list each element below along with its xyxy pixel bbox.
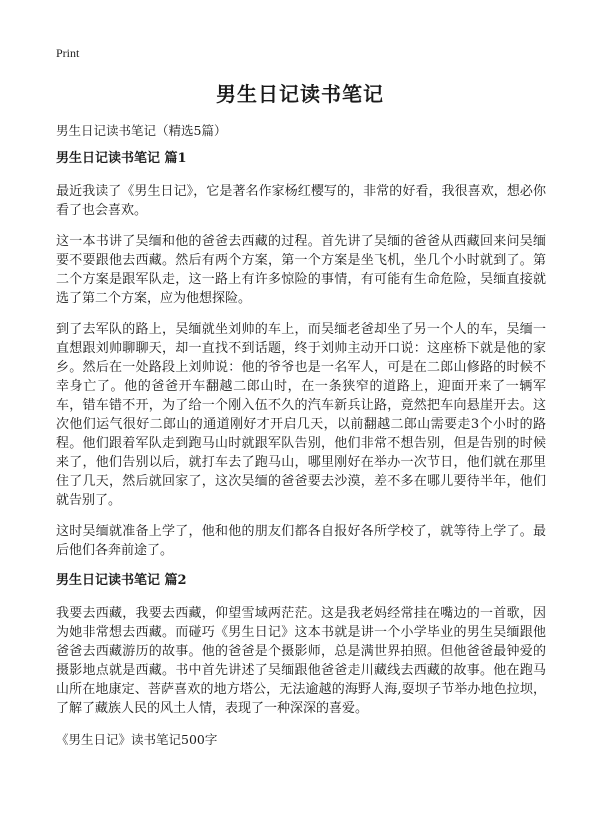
paragraph: 最近我读了《男生日记》，它是著名作家杨红樱写的，非常的好看，我很喜欢，想必你看了也会喜欢。	[56, 184, 546, 218]
section-2	[56, 572, 546, 718]
document-subtitle: 男生日记读书笔记（精选5篇）	[56, 123, 227, 138]
paragraph: 我要去西藏，我要去西藏，仰望雪域两茫茫。这是我老妈经常挂在嘴边的一首歌，因为她非常想去西藏。而碰巧《男生日记》这本书就是讲一个小学毕业的男生吴缅跟他爸爸去西藏游历的故事。他的爸爸是个摄影师，总是满世界拍照。但他爸爸最钟爱的摄影地点就是西藏。书中首先讲述了吴缅跟他爸爸走川藏线去西藏的故事。他在跑马山所在地康定、菩萨喜欢的地方塔公，无法逾越的海野人海,耍坝子节举办地色拉坝，了解了藏族人民的风土人情，表现了一种深深的喜爱。	[56, 606, 546, 716]
paragraph: 这时吴缅就准备上学了，他和他的朋友们都各自报好各所学校了，就等待上学了。最后他们各奔前途了。	[56, 524, 546, 558]
section-heading: 男生日记读书笔记 篇1	[56, 151, 187, 166]
paragraph: 到了去军队的路上，吴缅就坐刘帅的车上，而吴缅老爸却坐了另一个人的车，吴缅一直想跟刘帅聊聊天，却一直找不到话题，终于刘帅主动开口说：这座桥下就是他的家乡。然后在一处路段上刘帅说：他的爷爷也是一名军人，可是在二郎山修路的时候不幸身亡了。他的爸爸开车翻越二郎山时，在一条狭窄的道路上，迎面开来了一辆军车，错车错不开，为了给一个刚入伍不久的汽车新兵让路，竟然把车向悬崖开去。这次他们运气很好二郎山的通道刚好才开启几天，以前翻越二郎山需要走3个小时的路程。他们跟着军队走到跑马山时就跟军队告别，他们非常不想告别，但是告别的时候来了，他们告别以后，就打车去了跑马山，哪里刚好在举办一次节日，他们就在那里住了几天，然后就回家了，这次吴缅的爸爸要去沙漠，差不多在哪儿要待半年，他们就告别了。	[56, 322, 546, 508]
paragraph: 这一本书讲了吴缅和他的爸爸去西藏的过程。首先讲了吴缅的爸爸从西藏回来问吴缅要不要跟他去西藏。然后有两个方案，第一个方案是坐飞机，坐几个小时就到了。第二个方案是跟军队走，这一路上有许多惊险的事情，有可能有生命危险，吴缅直接就选了第二个方案，应为他想探险。	[56, 234, 546, 306]
footer-text: 《男生日记》读书笔记500字	[56, 732, 218, 747]
section-heading: 男生日记读书笔记 篇2	[56, 573, 187, 588]
page-title: 男生日记读书笔记	[216, 82, 384, 106]
section-1	[56, 150, 546, 560]
document-content	[56, 150, 546, 748]
print-label[interactable]: Print	[56, 46, 80, 60]
